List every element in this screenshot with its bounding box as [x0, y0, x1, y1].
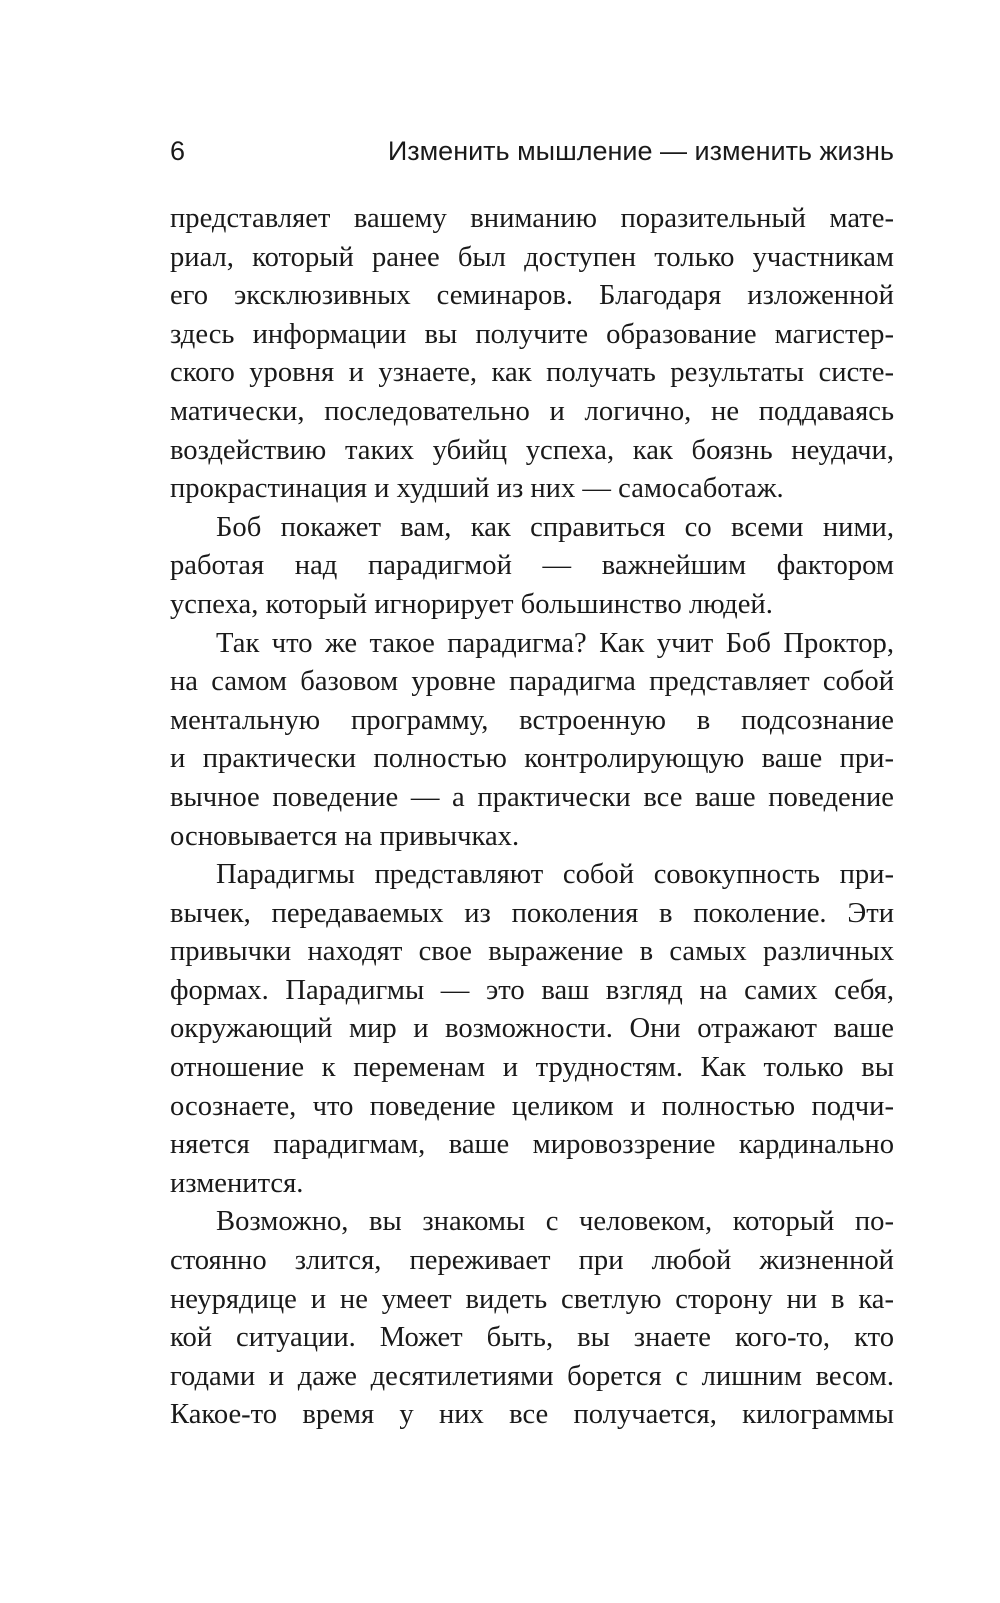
- running-title: Изменить мышление — изменить жизнь: [387, 136, 894, 166]
- paragraph: [170, 856, 894, 1203]
- paragraph: [170, 1203, 894, 1435]
- text-line: работая над парадигмой — важнейшим фактором: [170, 550, 894, 582]
- text-line: няется парадигмам, ваше мировоззрение кардинально: [170, 1129, 894, 1161]
- text-line: стоянно злится, переживает при любой жизненной: [170, 1245, 894, 1277]
- text-line: здесь информации вы получите образование магистер-: [170, 318, 894, 350]
- text-line: представляет вашему вниманию поразительный мате-: [170, 203, 894, 234]
- text-line: изменится.: [170, 1167, 304, 1199]
- text-line: отношение к переменам и трудностям. Как только вы: [170, 1052, 894, 1084]
- text-line: кой ситуации. Может быть, вы знаете кого-то, кто: [170, 1322, 894, 1354]
- text-line: на самом базовом уровне парадигма представляет собой: [170, 666, 894, 698]
- body-text: [170, 200, 894, 1435]
- text-line: неурядице и не умеет видеть светлую сторону ни в ка-: [170, 1283, 894, 1315]
- text-line: привычки находят свое выражение в самых различных: [170, 936, 894, 968]
- text-line: вычное поведение — а практически все ваше поведение: [170, 781, 894, 813]
- text-line: ского уровня и узнаете, как получать результаты систе-: [170, 357, 894, 389]
- text-line: осознаете, что поведение целиком и полностью подчи-: [170, 1090, 894, 1122]
- text-line: воздействию таких убийц успеха, как боязнь неудачи,: [170, 434, 894, 466]
- text-line: риал, который ранее был доступен только участникам: [170, 241, 894, 273]
- text-line: Так что же такое парадигма? Как учит Боб Проктор,: [216, 627, 894, 659]
- text-line: и практически полностью контролирующую ваше при-: [170, 743, 894, 775]
- text-line: Боб покажет вам, как справиться со всеми ними,: [216, 511, 894, 543]
- text-line: прокрастинация и худший из них — самосаботаж.: [170, 473, 784, 505]
- paragraph: [170, 200, 894, 509]
- text-line: Возможно, вы знакомы с человеком, который по-: [216, 1206, 894, 1238]
- text-line: годами и даже десятилетиями борется с лишним весом.: [170, 1360, 894, 1392]
- running-head: [170, 136, 894, 176]
- text-line: вычек, передаваемых из поколения в поколение. Эти: [170, 897, 894, 929]
- text-line: Парадигмы представляют собой совокупность при-: [216, 859, 894, 891]
- text-line: окружающий мир и возможности. Они отражают ваше: [170, 1013, 894, 1045]
- text-line: ментальную программу, встроенную в подсознание: [170, 704, 894, 736]
- text-line: основывается на привычках.: [170, 820, 520, 852]
- paragraph: [170, 625, 894, 857]
- page-number: 6: [170, 136, 186, 166]
- paragraph: [170, 509, 894, 625]
- text-line: Какое-то время у них все получается, килограммы: [170, 1399, 894, 1431]
- text-line: его эксклюзивных семинаров. Благодаря изложенной: [170, 280, 894, 312]
- text-line: успеха, который игнорирует большинство людей.: [170, 588, 773, 620]
- text-line: формах. Парадигмы — это ваш взгляд на самих себя,: [170, 974, 894, 1006]
- text-line: матически, последовательно и логично, не поддаваясь: [170, 395, 894, 427]
